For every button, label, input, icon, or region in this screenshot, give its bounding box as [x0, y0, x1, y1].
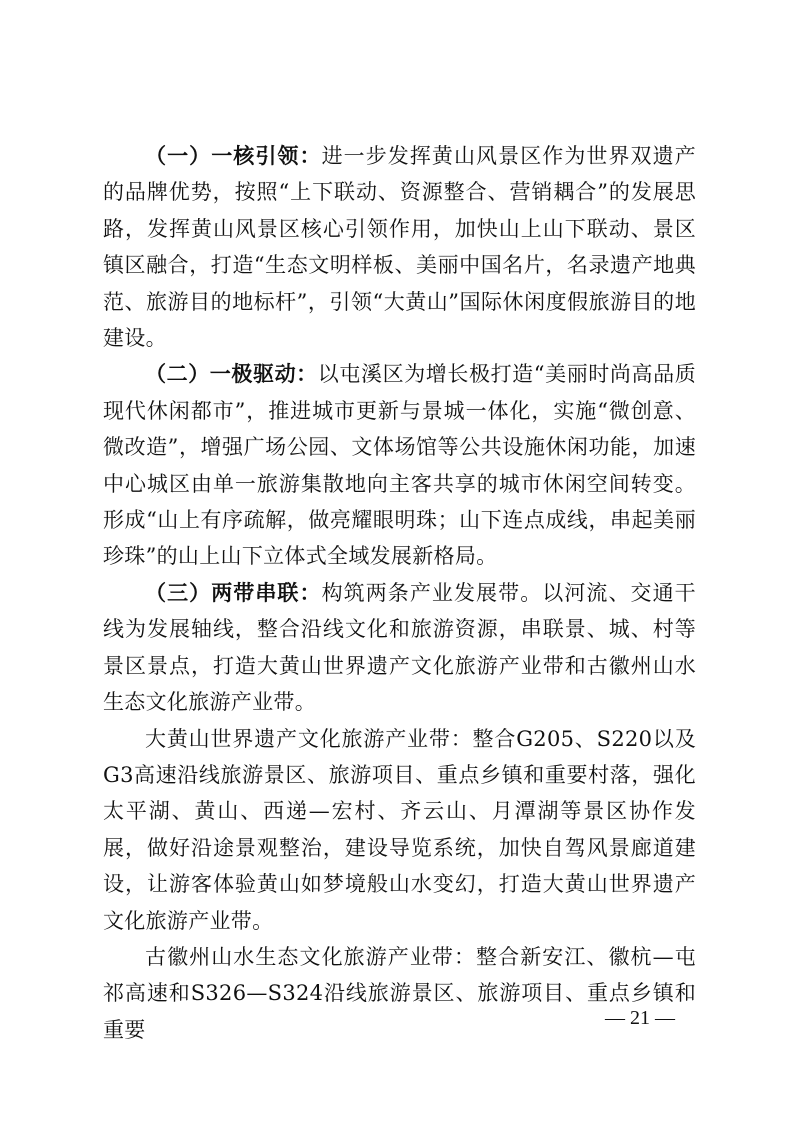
- body-text: [103, 138, 696, 1048]
- paragraph-core-leadership: [103, 138, 696, 356]
- paragraph-text: 以屯溪区为增长极打造“美丽时尚高品质现代休闲都市”，推进城市更新与景城一体化，实施“微创意、微改造”，增强广场公园、文体场馆等公共设施休闲功能，加速中心城区由单一旅游集散地向主客共享的城市休闲空间转变。形成“山上有序疏解，做亮耀眼明珠；山下连点成线，串起美丽珍珠”的山上山下立体式全域发展新格局。: [103, 362, 696, 569]
- paragraph-heritage-belt: [103, 721, 696, 939]
- paragraph-text: 大黄山世界遗产文化旅游产业带：整合G205、S220以及G3高速沿线旅游景区、旅游项目、重点乡镇和重要村落，强化太平湖、黄山、西递—宏村、齐云山、月潭湖等景区协作发展，做好沿途景观整治，建设导览系统，加快自驾风景廊道建设，让游客体验黄山如梦境般山水变幻，打造大黄山世界遗产文化旅游产业带。: [103, 726, 696, 933]
- paragraph-two-belts: [103, 575, 696, 721]
- paragraph-text: 古徽州山水生态文化旅游产业带：整合新安江、徽杭—屯祁高速和S326—S324沿线旅游景区、旅游项目、重点乡镇和重要: [103, 944, 696, 1042]
- paragraph-text: 构筑两条产业发展带。以河流、交通干线为发展轴线，整合沿线文化和旅游资源，串联景、城、村等景区景点，打造大黄山世界遗产文化旅游产业带和古徽州山水生态文化旅游产业带。: [103, 580, 696, 715]
- page-number: — 21 —: [605, 1007, 675, 1029]
- paragraph-growth-pole: [103, 356, 696, 574]
- paragraph-lead: （三）两带串联：: [145, 580, 322, 605]
- paragraph-lead: （二）一极驱动：: [145, 362, 318, 387]
- paragraph-text: 进一步发挥黄山风景区作为世界双遗产的品牌优势，按照“上下联动、资源整合、营销耦合”的发展思路，发挥黄山风景区核心引领作用，加快山上山下联动、景区镇区融合，打造“生态文明样板、美丽中国名片，名录遗产地典范、旅游目的地标杆”，引领“大黄山”国际休闲度假旅游目的地建设。: [103, 144, 696, 351]
- paragraph-lead: （一）一核引领：: [145, 144, 322, 168]
